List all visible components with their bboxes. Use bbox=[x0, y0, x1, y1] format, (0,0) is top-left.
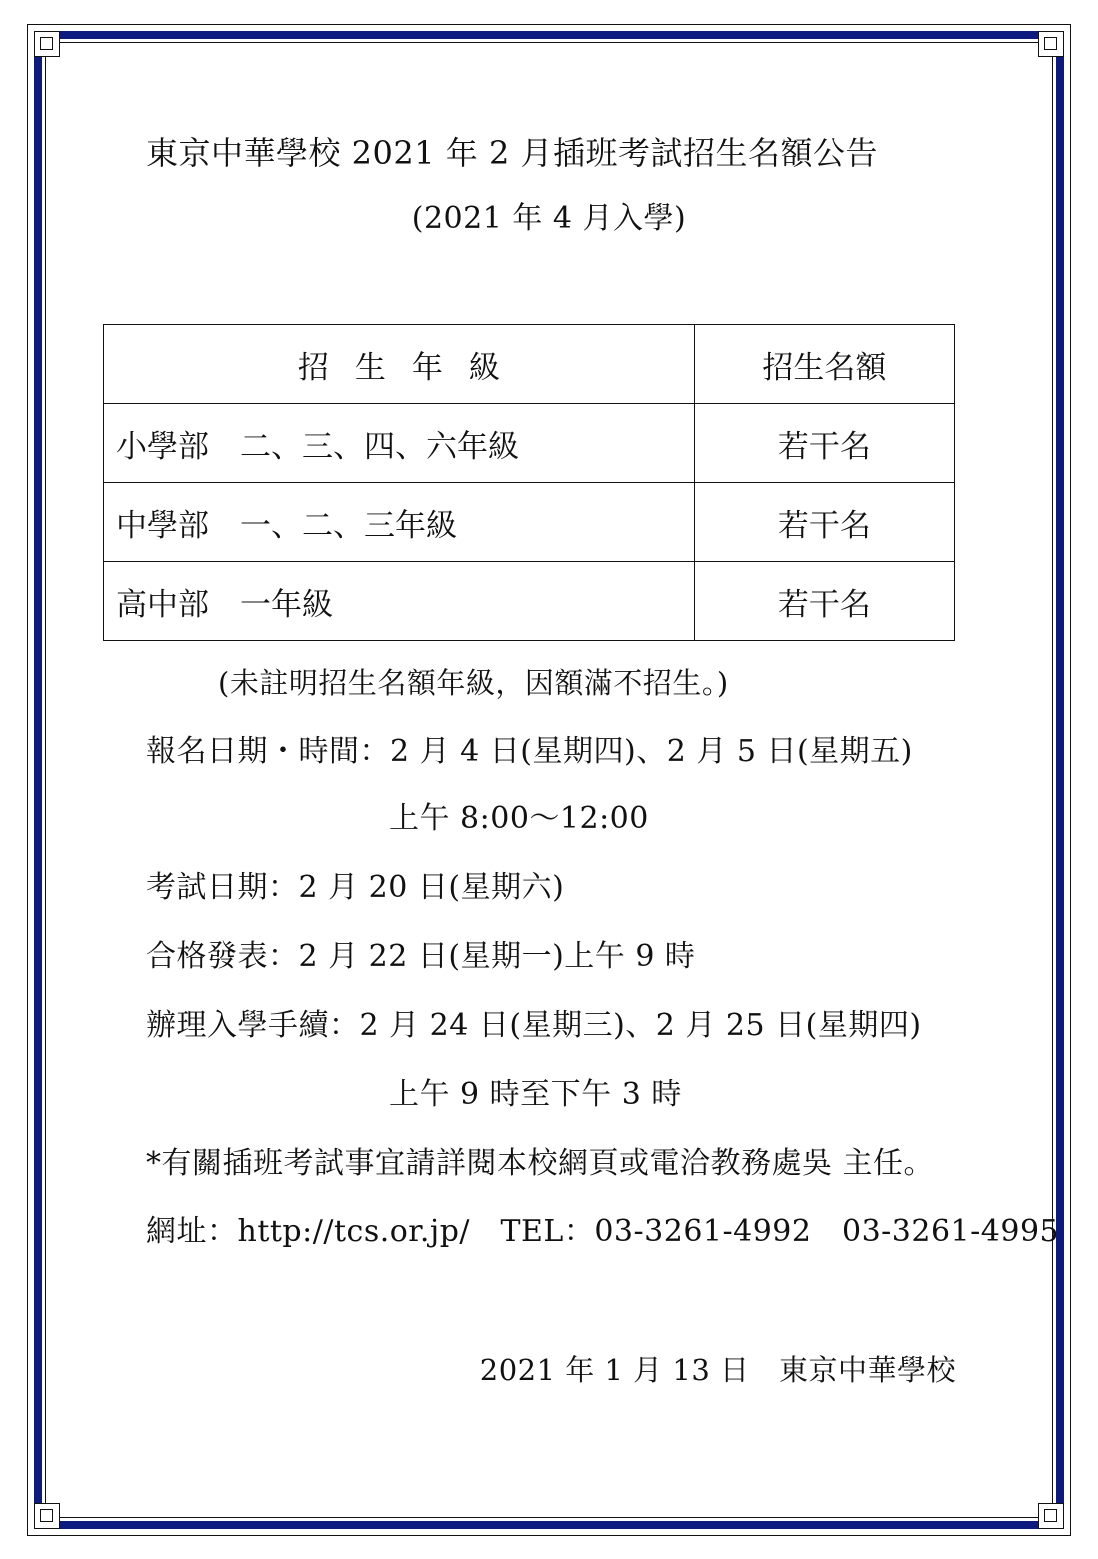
registration-dates: 報名日期・時間：2 月 4 日(星期四)、2 月 5 日(星期五) bbox=[146, 734, 913, 769]
frame-corner-top-left bbox=[34, 31, 60, 57]
quota-note: (未註明招生名額年級，因額滿不招生。) bbox=[218, 666, 729, 700]
contact-note: *有關插班考試事宜請詳閱本校網頁或電洽教務處吳 主任。 bbox=[146, 1146, 935, 1181]
table-header-row bbox=[104, 325, 955, 404]
table-row bbox=[104, 483, 955, 562]
notice-title: 東京中華學校 2021 年 2 月插班考試招生名額公告 bbox=[146, 134, 878, 172]
registration-time: 上午 8:00～12:00 bbox=[389, 801, 649, 836]
enrollment-time: 上午 9 時至下午 3 時 bbox=[389, 1077, 682, 1112]
enrollment-dates: 辦理入學手續：2 月 24 日(星期三)、2 月 25 日(星期四) bbox=[146, 1008, 922, 1043]
header-quota: 招生名額 bbox=[694, 325, 954, 404]
notice-subtitle: (2021 年 4 月入學) bbox=[411, 201, 687, 236]
quota-table bbox=[103, 324, 955, 641]
row-grade: 中學部 一、二、三年級 bbox=[104, 483, 695, 562]
frame-corner-top-right bbox=[1038, 31, 1064, 57]
table-row bbox=[104, 562, 955, 641]
exam-date: 考試日期：2 月 20 日(星期六) bbox=[146, 870, 565, 905]
frame-corner-bottom-left bbox=[34, 1503, 60, 1529]
row-grade: 高中部 一年級 bbox=[104, 562, 695, 641]
result-announcement: 合格發表：2 月 22 日(星期一)上午 9 時 bbox=[146, 939, 696, 974]
row-grade: 小學部 二、三、四、六年級 bbox=[104, 404, 695, 483]
row-quota: 若干名 bbox=[694, 562, 954, 641]
contact-info: 網址：http://tcs.or.jp/ TEL：03-3261-4992 03-3261-4995 bbox=[146, 1214, 1060, 1249]
row-quota: 若干名 bbox=[694, 483, 954, 562]
date-signature: 2021 年 1 月 13 日 東京中華學校 bbox=[479, 1353, 956, 1387]
frame-corner-bottom-right bbox=[1038, 1503, 1064, 1529]
frame-inner-line bbox=[45, 42, 1053, 1518]
table-row bbox=[104, 404, 955, 483]
header-grade: 招生年級 bbox=[104, 325, 695, 404]
row-quota: 若干名 bbox=[694, 404, 954, 483]
